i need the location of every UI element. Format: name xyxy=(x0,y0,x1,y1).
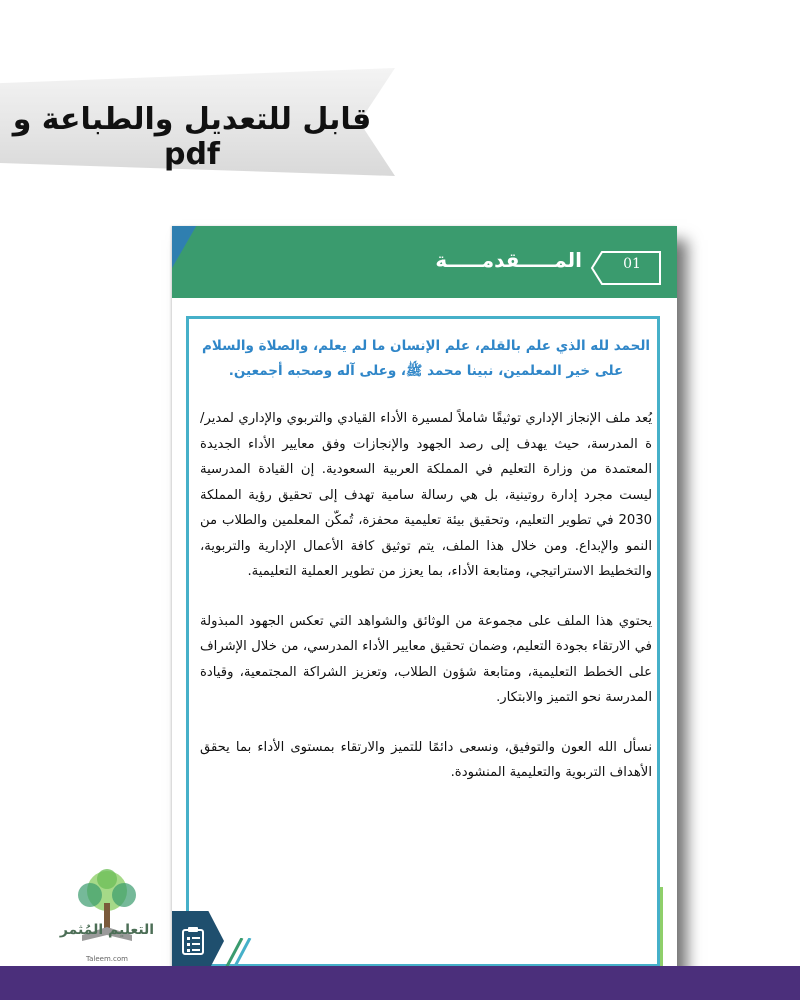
chapter-header xyxy=(172,226,677,298)
chapter-number: 01 xyxy=(623,256,641,272)
logo-tree-icon xyxy=(52,840,162,970)
clipboard-icon xyxy=(180,926,206,956)
bottom-band xyxy=(0,966,800,1000)
logo-name: التعليم المُثمر xyxy=(59,922,155,938)
paragraph: يُعد ملف الإنجاز الإداري توثيقًا شاملاً لمسيرة الأداء القيادي والتربوي والإداري لمدير/ة المدرسة، حيث يهدف إلى رصد الجهود والإنجازات وفق معايير الأداء الجديدة المعتمدة من وزارة التعليم في المملكة العربية السعودية. إن القيادة المدرسية ليست مجرد إدارة روتينية، بل هي رسالة سامية تهدف إلى تحقيق رؤية المملكة 2030 في تطوير التعليم، وتحقيق بيئة تعليمية محفزة، تُمكّن المعلمين والطلاب من النمو والإبداع. ومن خلال هذا الملف، يتم توثيق كافة الأعمال الإدارية والتربوية، والتخطيط الاستراتيجي، ومتابعة الأداء، بما يعزز من تطوير العملية التعليمية. xyxy=(200,411,652,579)
banner-text: قابل للتعديل والطباعة و pdf xyxy=(12,102,372,172)
intro-text: الحمد لله الذي علم بالقلم، علم الإنسان ما لم يعلم، والصلاة والسلام على خير المعلمين، نبينا محمد ﷺ، وعلى آله وصحبه أجمعين. xyxy=(201,338,651,379)
paragraph: يحتوي هذا الملف على مجموعة من الوثائق والشواهد التي تعكس الجهود المبذولة في الارتقاء بجودة التعليم، وضمان تحقيق معايير الأداء المدرسي، من خلال الإشراف على الخطط التعليمية، ومتابعة شؤون الطلاب، وتعزيز الشراكة المجتمعية، وقيادة المدرسة نحو التميز والابتكار. xyxy=(200,613,652,705)
document-page xyxy=(172,226,677,971)
paragraph: نسأل الله العون والتوفيق، ونسعى دائمًا للتميز والارتقاء بمستوى الأداء بما يحقق الأهداف التربوية والتعليمية المنشودة. xyxy=(200,739,652,780)
logo-url: Taleem.com xyxy=(86,955,128,963)
chapter-title: المـــــقدمـــــة xyxy=(435,248,582,272)
header-stripe xyxy=(172,226,210,298)
content-body xyxy=(200,334,652,810)
